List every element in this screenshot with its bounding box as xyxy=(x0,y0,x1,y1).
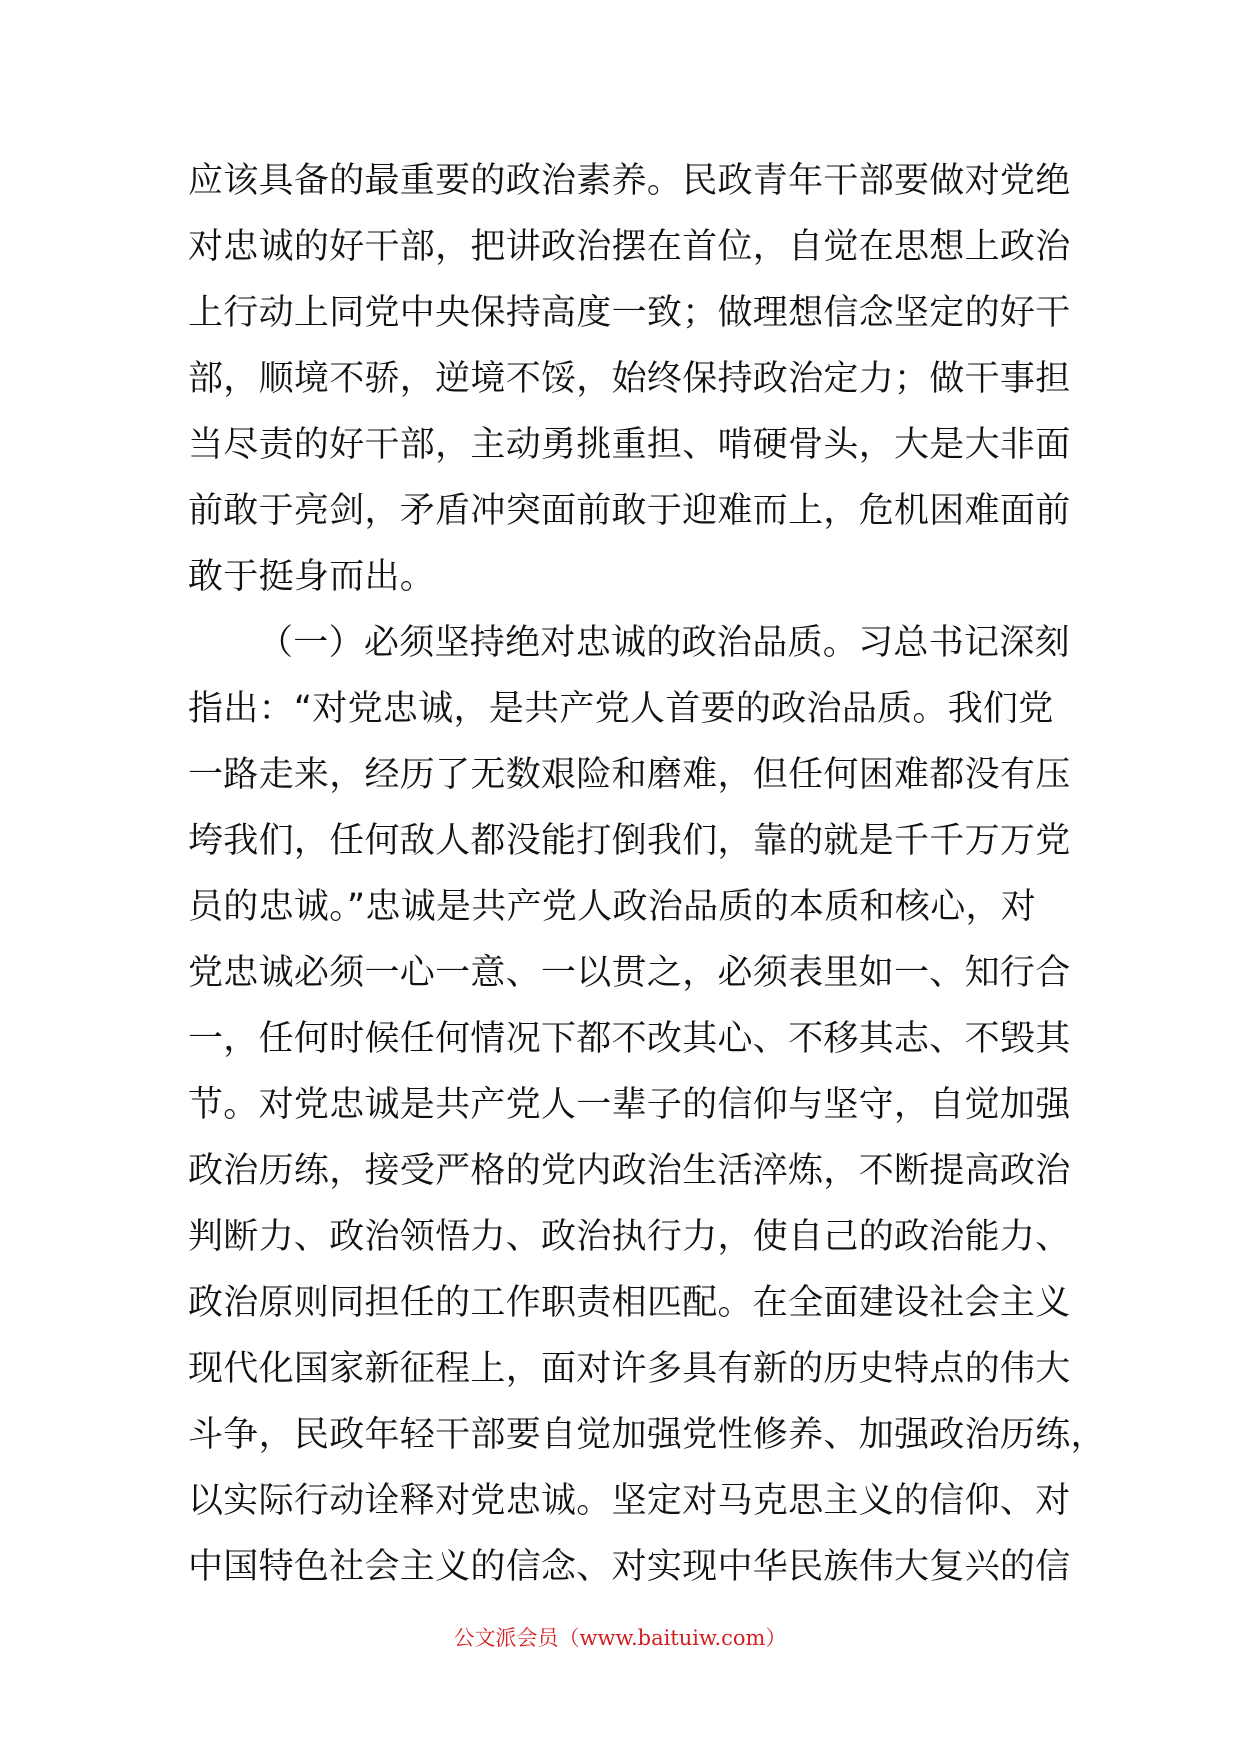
text-line: 垮我们，任何敌人都没能打倒我们，靠的就是千千万万党 xyxy=(188,821,1071,861)
text-line: 上行动上同党中央保持高度一致；做理想信念坚定的好干 xyxy=(188,293,1071,333)
text-line: 应该具备的最重要的政治素养。民政青年干部要做对党绝 xyxy=(188,161,1071,201)
text-line: 部，顺境不骄，逆境不馁，始终保持政治定力；做干事担 xyxy=(188,359,1071,399)
section-heading-line: （一）必须坚持绝对忠诚的政治品质。习总书记深刻 xyxy=(258,623,1070,663)
text-line: 一，任何时候任何情况下都不改其心、不移其志、不毁其 xyxy=(188,1019,1071,1059)
text-line: 现代化国家新征程上，面对许多具有新的历史特点的伟大 xyxy=(188,1349,1071,1389)
text-line: 一路走来，经历了无数艰险和磨难，但任何困难都没有压 xyxy=(188,755,1071,795)
text-line: 斗争，民政年轻干部要自觉加强党性修养、加强政治历练， xyxy=(188,1415,1106,1455)
text-line: 中国特色社会主义的信念、对实现中华民族伟大复兴的信 xyxy=(188,1547,1071,1587)
text-line: 以实际行动诠释对党忠诚。坚定对马克思主义的信仰、对 xyxy=(188,1481,1071,1521)
text-line: 当尽责的好干部，主动勇挑重担、啃硬骨头，大是大非面 xyxy=(188,425,1071,465)
footer-watermark: 公文派会员（www.baituiw.com） xyxy=(453,1626,787,1650)
document-body xyxy=(188,148,1106,1600)
text-line: 指出：“对党忠诚，是共产党人首要的政治品质。我们党 xyxy=(188,689,1054,729)
text-line: 党忠诚必须一心一意、一以贯之，必须表里如一、知行合 xyxy=(188,953,1071,993)
text-line: 前敢于亮剑，矛盾冲突面前敢于迎难而上，危机困难面前 xyxy=(188,491,1071,531)
text-line: 对忠诚的好干部，把讲政治摆在首位，自觉在思想上政治 xyxy=(188,227,1071,267)
text-line: 员的忠诚。”忠诚是共产党人政治品质的本质和核心，对 xyxy=(188,887,1037,927)
text-line: 敢于挺身而出。 xyxy=(188,557,436,597)
text-line: 判断力、政治领悟力、政治执行力，使自己的政治能力、 xyxy=(188,1217,1071,1257)
text-line: 政治原则同担任的工作职责相匹配。在全面建设社会主义 xyxy=(188,1283,1071,1323)
text-line: 政治历练，接受严格的党内政治生活淬炼，不断提高政治 xyxy=(188,1151,1071,1191)
text-line: 节。对党忠诚是共产党人一辈子的信仰与坚守，自觉加强 xyxy=(188,1085,1071,1125)
